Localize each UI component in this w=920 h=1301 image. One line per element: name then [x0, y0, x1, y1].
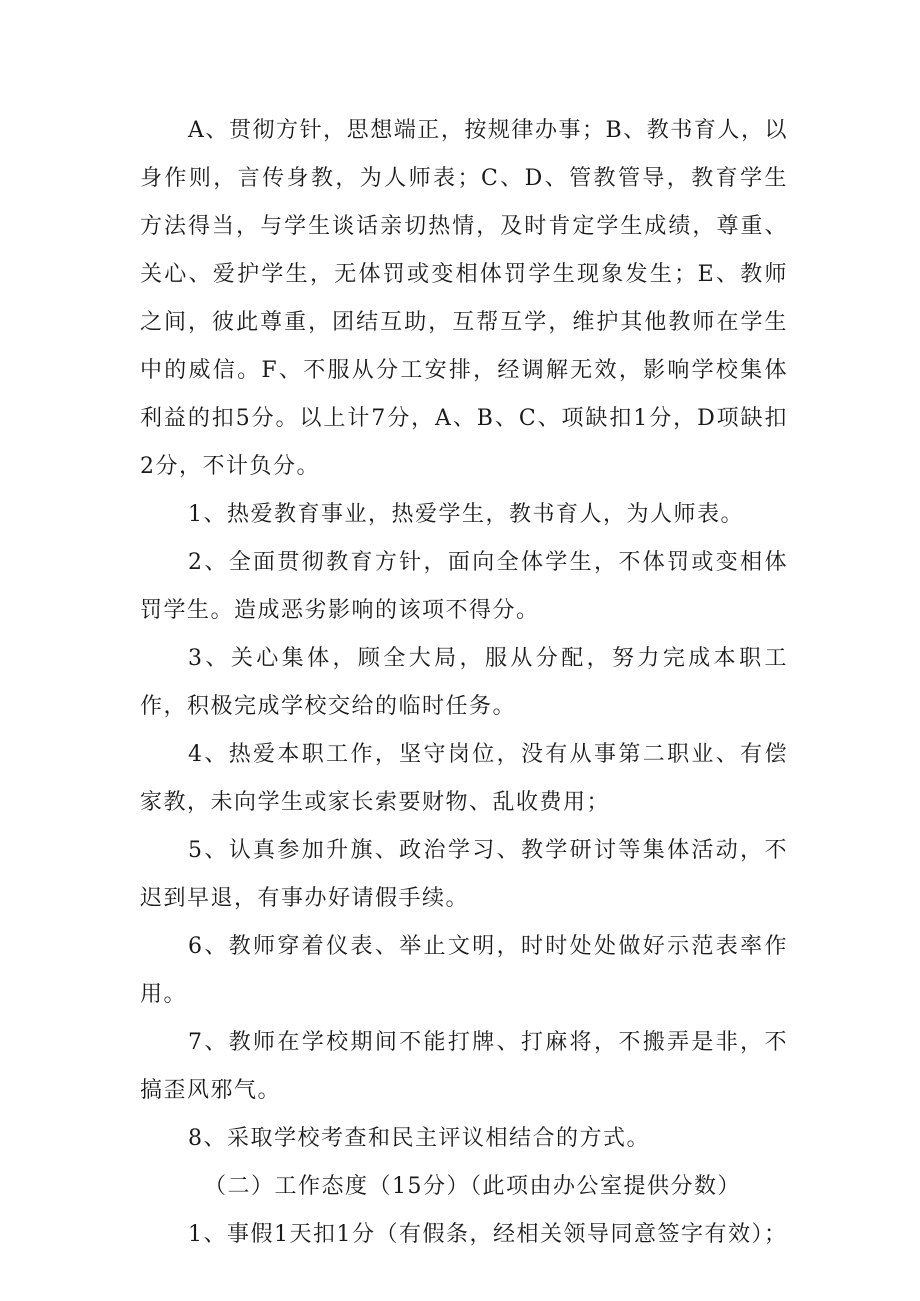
paragraph-item-8: 8、采取学校考查和民主评议相结合的方式。 [188, 1126, 650, 1151]
paragraph-leave-rule-1: 1、事假1天扣1分（有假条，经相关领导同意签字有效）； [188, 1222, 788, 1247]
section-heading-work-attitude: （二）工作态度（15分）（此项由办公室提供分数） [204, 1174, 741, 1199]
paragraph-item-5: 5、认真参加升旗、政治学习、教学研讨等集体活动，不迟到早退，有事办好请假手续。 [140, 838, 788, 911]
paragraph-item-2: 2、全面贯彻教育方针，面向全体学生，不体罚或变相体罚学生。造成恶劣影响的该项不得分。 [140, 550, 788, 623]
paragraph-item-7: 7、教师在学校期间不能打牌、打麻将，不搬弄是非，不搞歪风邪气。 [140, 1030, 788, 1103]
paragraph-item-4: 4、热爱本职工作，坚守岗位，没有从事第二职业、有偿家教，未向学生或家长索要财物、乱收费用； [140, 742, 788, 815]
document-body [140, 107, 788, 1259]
paragraph-item-6: 6、教师穿着仪表、举止文明，时时处处做好示范表率作用。 [140, 934, 788, 1007]
paragraph-criteria-a-f: A、贯彻方针，思想端正，按规律办事；B、教书育人，以身作则，言传身教，为人师表；C、D、管教管导，教育学生方法得当，与学生谈话亲切热情，及时肯定学生成绩，尊重、关心、爱护学生，无体罚或变相体罚学生现象发生；E、教师之间，彼此尊重，团结互助，互帮互学，维护其他教师在学生中的威信。F、不服从分工安排，经调解无效，影响学校集体利益的扣5分。以上计7分，A、B、C、项缺扣1分，D项缺扣2分，不计负分。 [140, 118, 788, 479]
paragraph-item-1: 1、热爱教育事业，热爱学生，教书育人，为人师表。 [188, 502, 744, 527]
paragraph-item-3: 3、关心集体，顾全大局，服从分配，努力完成本职工作，积极完成学校交给的临时任务。 [140, 646, 788, 719]
